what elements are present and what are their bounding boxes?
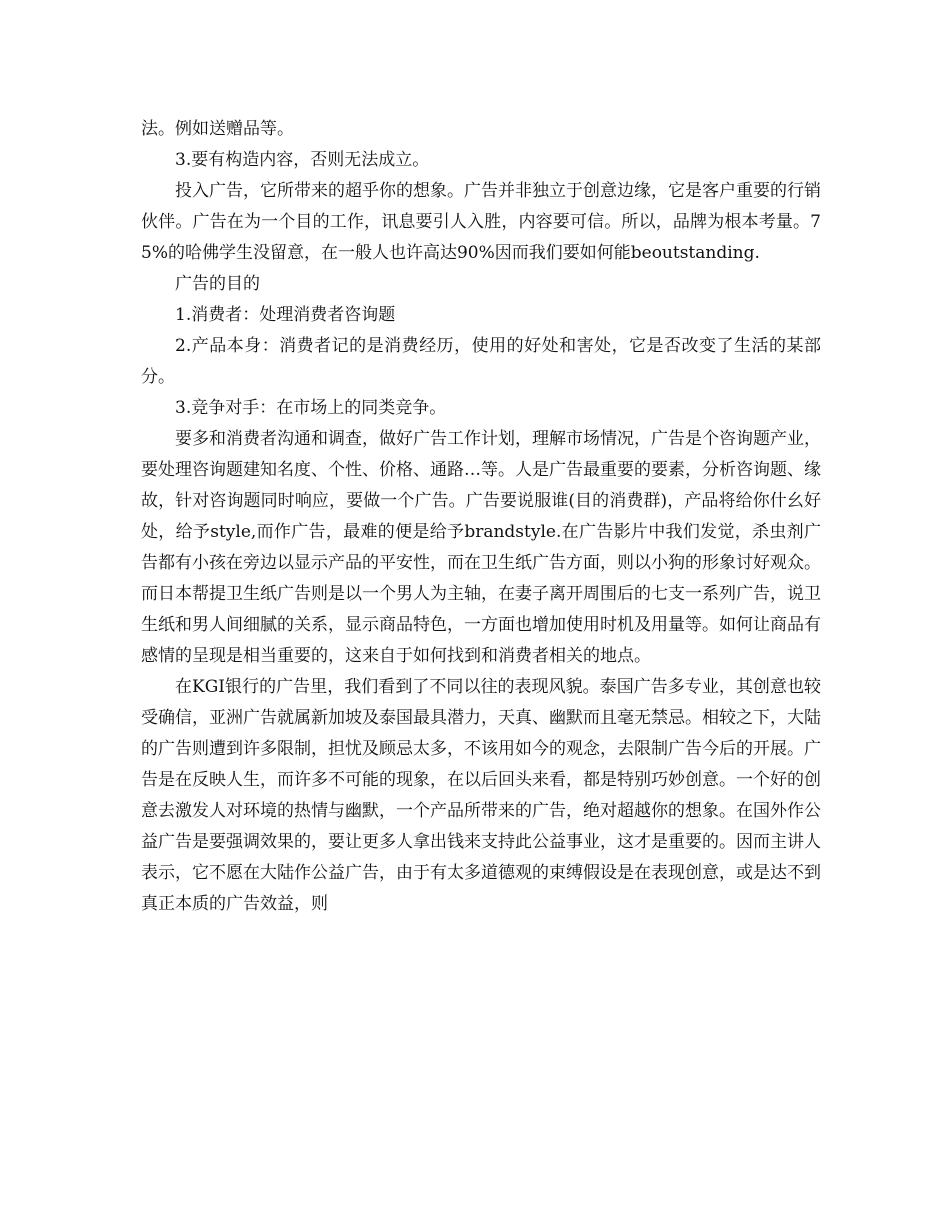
document-body [141, 114, 821, 920]
list-item-1: 1.消费者：处理消费者咨询题 [175, 305, 396, 325]
paragraph-3: 投入广告，它所带来的超乎你的想象。广告并非独立于创意边缘，它是客户重要的行销伙伴。广告在为一个目的工作，讯息要引人入胜，内容要可信。所以，品牌为根本考量。75%的哈佛学生没留意，在一般人也许高达90%因而我们要如何能beoutstanding. [141, 181, 821, 263]
list-item-2: 2.产品本身：消费者记的是消费经历，使用的好处和害处，它是否改变了生活的某部分。 [141, 336, 821, 387]
paragraph-4: 要多和消费者沟通和调查，做好广告工作计划，理解市场情况，广告是个咨询题产业，要处理咨询题建知名度、个性、价格、通路…等。人是广告最重要的要素，分析咨询题、缘故，针对咨询题同时响应，要做一个广告。广告要说服谁(目的消费群)，产品将给你什幺好处，给予style,而作广告，最难的便是给予brandstyle.在广告影片中我们发觉，杀虫剂广告都有小孩在旁边以显示产品的平安性，而在卫生纸广告方面，则以小狗的形象讨好观众。而日本帮提卫生纸广告则是以一个男人为主轴，在妻子离开周围后的七支一系列广告，说卫生纸和男人间细腻的关系，显示商品特色，一方面也增加使用时机及用量等。如何让商品有感情的呈现是相当重要的，这来自于如何找到和消费者相关的地点。 [141, 429, 821, 666]
section-heading: 广告的目的 [175, 274, 260, 294]
list-item-3: 3.竞争对手：在市场上的同类竞争。 [175, 398, 447, 418]
paragraph-1: 法。例如送赠品等。 [141, 119, 294, 139]
paragraph-2: 3.要有构造内容，否则无法成立。 [175, 150, 430, 170]
paragraph-5: 在KGI银行的广告里，我们看到了不同以往的表现风貌。泰国广告多专业，其创意也较受确信，亚洲广告就属新加坡及泰国最具潜力，天真、幽默而且毫无禁忌。相较之下，大陆的广告则遭到许多限制，担忧及顾忌太多，不该用如今的观念，去限制广告今后的开展。广告是在反映人生，而许多不可能的现象，在以后回头来看，都是特别巧妙创意。一个好的创意去激发人对环境的热情与幽默，一个产品所带来的广告，绝对超越你的想象。在国外作公益广告是要强调效果的，要让更多人拿出钱来支持此公益事业，这才是重要的。因而主讲人表示，它不愿在大陆作公益广告，由于有太多道德观的束缚假设是在表现创意，或是达不到真正本质的广告效益，则 [141, 677, 821, 914]
